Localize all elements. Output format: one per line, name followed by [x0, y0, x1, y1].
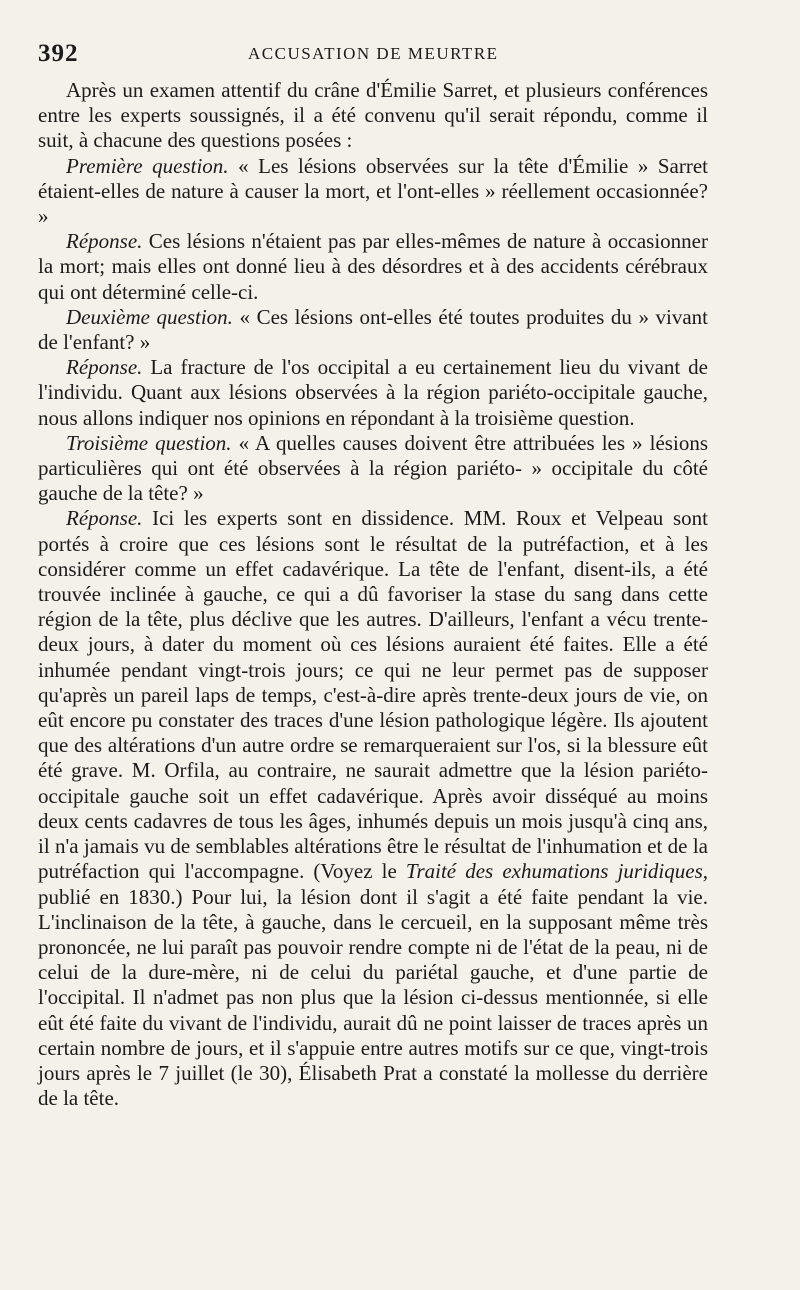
paragraph-text: Ces lésions n'étaient pas par elles-mêmes de nature à occasionner la mort; mais elles ont donné lieu à des désordres et à des accidents cérébraux qui ont déterminé celle-ci. [38, 229, 708, 304]
question-label: Troisième question. [66, 430, 232, 455]
paragraph-text: « Ces lésions ont-elles été toutes produites du » vivant de l'enfant? » [38, 304, 708, 355]
paragraph-question-1 [38, 154, 708, 230]
paragraph-intro [38, 78, 708, 154]
body-text [38, 78, 708, 1111]
page-number: 392 [38, 40, 79, 67]
answer-label: Réponse. [66, 506, 143, 531]
question-label: Deuxième question. [66, 304, 233, 329]
question-label: Première question. [66, 153, 229, 178]
paragraph-question-2 [38, 305, 708, 355]
running-title: ACCUSATION DE MEURTRE [248, 44, 499, 63]
paragraph-text: « Les lésions observées sur la tête d'Émilie » Sarret étaient-elles de nature à causer la mort, et l'ont-elles » réellement occasionnée? » [38, 153, 708, 229]
paragraph-question-3 [38, 431, 708, 507]
paragraph-answer-1 [38, 229, 708, 305]
paragraph-answer-2 [38, 355, 708, 431]
paragraph-text: Ici les experts sont en dissidence. MM. Roux et Velpeau sont portés à croire que ces lésions sont le résultat de la putréfaction, et à les considérer comme un effet cadavérique. La tête de l'enfant, disent-ils, a été trouvée inclinée à gauche, ce qui a dû favoriser la stase du sang dans cette région de la tête, plus déclive que les autres. D'ailleurs, l'enfant a vécu trente-deux jours, à dater du moment où ces lésions auraient été faites. Elle a été inhumée pendant vingt-trois jours; ce qui ne leur permet pas de supposer qu'après un pareil laps de temps, c'est-à-dire après trente-deux jours de vie, on eût encore pu constater des traces d'une lésion pathologique légère. Ils ajoutent que des altérations d'un autre ordre se remarqueraient sur l'os, si la blessure eût été grave. M. Orfila, au contraire, ne saurait admettre que la lésion pariéto-occipitale gauche soit un effet cadavérique. Après avoir disséqué au moins deux cents cadavres de tous les âges, inhumés depuis un mois jusqu'à cinq ans, il n'a jamais vu de semblables altérations être le résultat de l'inhumation et de la putréfaction qui l'accompagne. (Voyez le [38, 506, 708, 884]
book-reference: Traité des exhumations juridiques [405, 859, 703, 884]
answer-label: Réponse. [66, 229, 143, 254]
answer-label: Réponse. [66, 355, 143, 380]
paragraph-text-continued: , publié en 1830.) Pour lui, la lésion dont il s'agit a été faite pendant la vie. L'inclinaison de la tête, à gauche, dans le cercueil, en la supposant même très prononcée, ne lui paraît pas pouvoir rendre compte ni de l'état de la peau, ni de celui de la dure-mère, ni de celui du pariétal gauche, et d'une partie de l'occipital. Il n'admet pas non plus que la lésion ci-dessus mentionnée, si elle eût été faite du vivant de l'individu, aurait dû ne point laisser de traces après un certain nombre de jours, et il s'appuie entre autres motifs sur ce que, vingt-trois jours après le 7 juillet (le 30), Élisabeth Prat a constaté la mollesse du derrière de la tête. [38, 859, 709, 1111]
paragraph-text: Après un examen attentif du crâne d'Émilie Sarret, et plusieurs conférences entre les experts soussignés, il a été convenu qu'il serait répondu, comme il suit, à chacune des questions posées : [38, 78, 708, 153]
page-header [38, 34, 708, 78]
paragraph-answer-3 [38, 506, 708, 1111]
paragraph-text: « A quelles causes doivent être attribuées les » lésions particulières qui ont été observées à la région pariéto- » occipitale du côté gauche de la tête? » [38, 430, 708, 506]
paragraph-text: La fracture de l'os occipital a eu certainement lieu du vivant de l'individu. Quant aux lésions observées à la région pariéto-occipitale gauche, nous allons indiquer nos opinions en répondant à la troisième question. [38, 355, 708, 430]
